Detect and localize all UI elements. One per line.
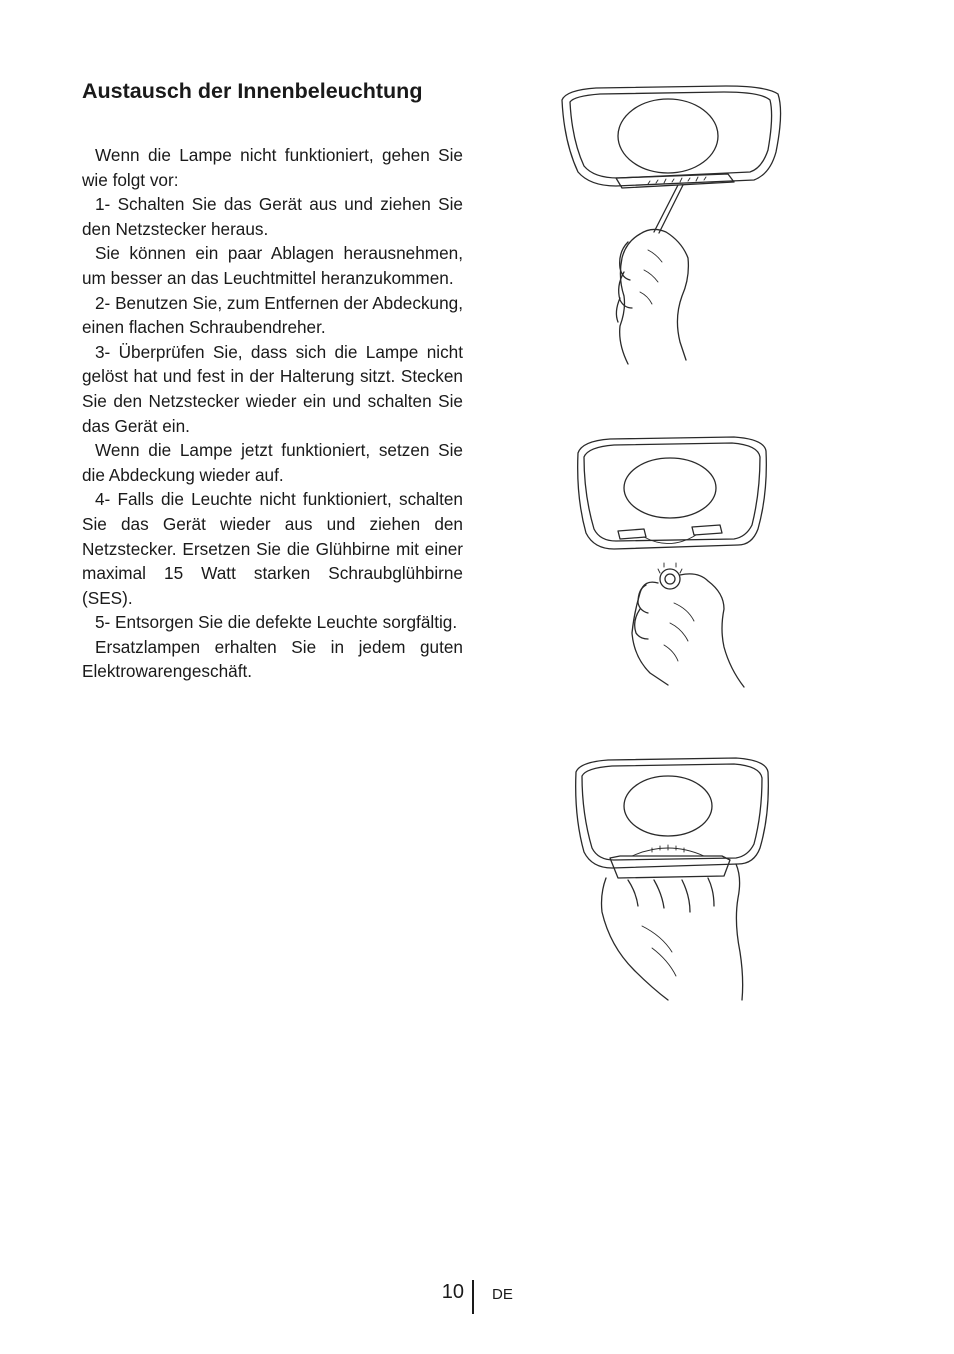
paragraph: 3- Überprüfen Sie, dass sich die Lampe nicht gelöst hat und fest in der Halterung sitzt. Stecken Sie den Netzstecker wieder ein und schalten Sie das Gerät ein. [82,341,463,436]
instruction-text [82,143,463,684]
section-heading: Austausch der Innenbeleuchtung [82,79,423,103]
paragraph: Sie können ein paar Ablagen herausnehmen, um besser an das Leuchtmittel heranzukommen. [82,243,463,288]
cover-reattach-illustration [572,756,772,1001]
paragraph: 2- Benutzen Sie, zum Entfernen der Abdeckung, einen flachen Schraubendreher. [82,292,463,338]
screwdriver-removal-illustration [556,82,786,367]
paragraph: Ersatzlampen erhalten Sie in jedem guten Elektrowarengeschäft. [82,636,463,682]
paragraph: 4- Falls die Leuchte nicht funktioniert, schalten Sie das Gerät wieder aus und ziehen den Netzstecker. Ersetzen Sie die Glühbirne mit einer maximal 15 Watt starken Schraubglühbirne (SES). [82,489,463,608]
bulb-replacement-illustration [574,433,770,691]
paragraph: 1- Schalten Sie das Gerät aus und ziehen Sie den Netzstecker heraus. [82,194,463,239]
paragraph: 5- Entsorgen Sie die defekte Leuchte sorgfältig. [95,612,458,633]
paragraph: Wenn die Lampe nicht funktioniert, gehen Sie wie folgt vor: [82,145,463,190]
footer-divider [472,1280,474,1314]
language-code: DE [492,1286,513,1303]
paragraph: Wenn die Lampe jetzt funktioniert, setzen Sie die Abdeckung wieder auf. [82,440,463,485]
page-number: 10 [441,1281,464,1303]
